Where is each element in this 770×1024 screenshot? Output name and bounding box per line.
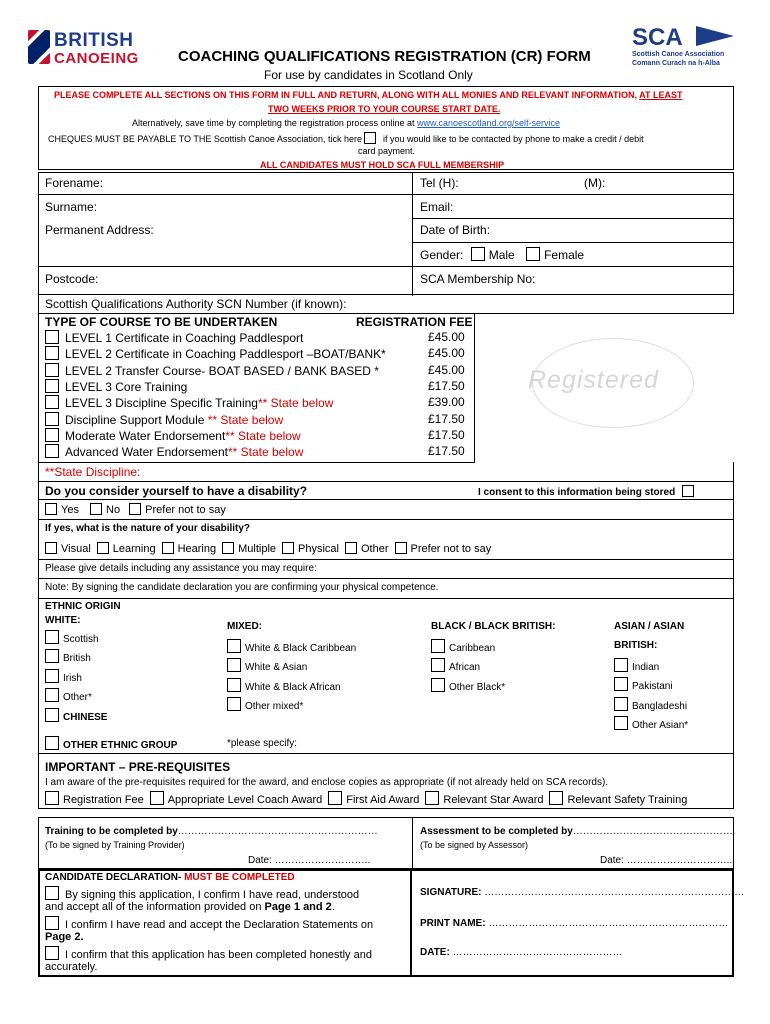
notice-line5: card payment. — [358, 146, 416, 156]
ethnic-option — [431, 678, 505, 693]
ethnic-option — [431, 639, 495, 654]
declaration-3-checkbox[interactable] — [45, 946, 59, 960]
sca-logo-text: SCA — [632, 24, 683, 51]
declaration-2-checkbox[interactable] — [45, 916, 59, 930]
declaration-3a: I confirm that this application has been completed honestly and — [45, 946, 372, 961]
registered-stamp-text: Registered — [528, 366, 659, 394]
ethnic-label: Irish — [63, 672, 82, 684]
course-fee: £45.00 — [428, 330, 465, 344]
nature-question: If yes, what is the nature of your disability? — [45, 523, 251, 534]
disability-type-checkbox[interactable] — [97, 542, 109, 554]
ethnic-checkbox[interactable] — [614, 677, 628, 691]
ethnic-option — [45, 669, 82, 684]
ethnic-label: Caribbean — [449, 643, 496, 654]
ethnic-option — [227, 697, 303, 712]
asian-header2: BRITISH: — [614, 640, 658, 651]
course-fee: £39.00 — [428, 395, 465, 410]
notice-line2: TWO WEEKS PRIOR TO YOUR COURSE START DATE. — [268, 104, 501, 114]
disability-type-label: Prefer not to say — [410, 543, 492, 555]
page-subtitle: For use by candidates in Scotland Only — [264, 68, 473, 82]
forename-label: Forename: — [45, 176, 104, 190]
discipline-label: **State Discipline: — [45, 465, 141, 479]
declaration-3b: accurately. — [45, 961, 98, 973]
course-item — [45, 412, 283, 427]
course-label: LEVEL 3 Core Training — [65, 379, 188, 394]
prereq-text: I am aware of the pre-requisites required for the award, and enclose copies as appropriate (if not already held on SCA records). — [45, 777, 609, 788]
ethnic-option — [227, 639, 356, 654]
course-fee: £17.50 — [428, 444, 465, 459]
disability-type-checkbox[interactable] — [222, 542, 234, 554]
prereq-checkbox[interactable] — [328, 791, 342, 805]
ethnic-checkbox[interactable] — [45, 669, 59, 683]
ethnic-checkbox[interactable] — [431, 639, 445, 653]
course-item — [45, 363, 379, 378]
disability-answers: Yes No Prefer not to say — [45, 503, 226, 516]
course-label: LEVEL 3 Discipline Specific Training — [65, 396, 258, 411]
physical-note: Note: By signing the candidate declaration you are confirming your physical competence. — [45, 582, 439, 593]
contact-phone-checkbox[interactable] — [364, 132, 376, 144]
discipline-box — [38, 462, 734, 482]
ethnic-label: British — [63, 653, 91, 665]
ethnic-option — [227, 658, 307, 673]
asian-header: ASIAN / ASIAN — [614, 621, 685, 632]
consent-field: I consent to this information being stored — [478, 485, 698, 498]
course-item — [45, 428, 301, 443]
ethnic-checkbox[interactable] — [45, 688, 59, 702]
assessment-date: Date: ………………………….. — [600, 855, 733, 866]
other-group-option: OTHER ETHNIC GROUP — [45, 736, 177, 751]
course-fee: £17.50 — [428, 378, 465, 393]
disability-type-checkbox[interactable] — [282, 542, 294, 554]
course-fee: £45.00 — [428, 346, 465, 361]
course-note: ** State below — [227, 445, 304, 460]
disability-type-label: Multiple — [238, 543, 277, 555]
disability-type-label: Other — [361, 543, 389, 555]
course-checkbox[interactable] — [45, 444, 59, 458]
prereq-label: First Aid Award — [346, 794, 420, 806]
declaration-header: CANDIDATE DECLARATION- MUST BE COMPLETED — [45, 872, 295, 883]
ethnic-checkbox[interactable] — [614, 658, 628, 672]
tel-h-label: Tel (H): — [420, 176, 459, 190]
prereq-checkbox[interactable] — [45, 791, 59, 805]
ethnic-header: ETHNIC ORIGIN — [45, 601, 121, 612]
other-group-checkbox[interactable] — [45, 736, 59, 750]
ethnic-label: Indian — [632, 662, 660, 673]
logo-line2: CANOEING — [54, 50, 139, 67]
course-checkbox[interactable] — [45, 379, 59, 393]
fee-header: REGISTRATION FEE — [356, 315, 473, 329]
notice-line4: CHEQUES MUST BE PAYABLE TO THE Scottish Canoe Association, tick here if you would like to be contacted by phone to make a credit / debit — [48, 134, 644, 144]
prereq-header: IMPORTANT – PRE-REQUISITES — [45, 760, 231, 774]
ethnic-checkbox[interactable] — [614, 697, 628, 711]
disability-type-checkbox[interactable] — [345, 542, 357, 554]
scn-label: Scottish Qualifications Authority SCN Number (if known): — [45, 297, 347, 311]
sca-logo — [632, 24, 744, 68]
course-checkbox[interactable] — [45, 395, 59, 409]
assessment-sub: (To be signed by Assessor) — [420, 840, 529, 850]
union-flag-icon — [28, 30, 50, 64]
mixed-header: MIXED: — [227, 621, 262, 632]
ethnic-label: Other Asian* — [632, 719, 689, 731]
membership-label: SCA Membership No: — [420, 272, 536, 286]
declaration-2b: Page 2. — [45, 931, 84, 943]
flag-icon — [696, 26, 734, 46]
notice-line3: Alternatively, save time by completing the registration process online at www.canoescotland.org/self-service — [132, 118, 561, 128]
ethnic-option — [45, 630, 99, 645]
prereq-label: Relevant Safety Training — [567, 794, 688, 806]
declaration-1a: By signing this application, I confirm I have read, understood — [45, 886, 359, 901]
course-header: TYPE OF COURSE TO BE UNDERTAKEN — [45, 315, 278, 329]
ethnic-label: Other mixed* — [245, 700, 304, 712]
ethnic-option — [614, 697, 687, 712]
training-sub: (To be signed by Training Provider) — [45, 840, 185, 850]
course-note: ** State below — [225, 428, 301, 443]
course-label: Advanced Water Endorsement — [65, 445, 228, 460]
declaration-1-checkbox[interactable] — [45, 886, 59, 900]
ethnic-option — [227, 678, 341, 693]
disability-type-label: Learning — [112, 543, 156, 555]
course-item — [45, 346, 386, 361]
course-label: LEVEL 2 Certificate in Coaching Paddlesport –BOAT/BANK* — [65, 347, 386, 362]
sca-logo-line2: Comann Curach na h-Alba — [632, 60, 720, 67]
disability-type-checkbox[interactable] — [45, 542, 57, 554]
course-item — [45, 444, 303, 459]
prereq-checkbox[interactable] — [150, 791, 164, 805]
disability-yes-checkbox[interactable] — [45, 503, 57, 515]
prereq-checkbox[interactable] — [549, 791, 563, 805]
details-label: Please give details including any assistance you may require: — [45, 563, 317, 574]
page-title: COACHING QUALIFICATIONS REGISTRATION (CR) FORM — [178, 48, 591, 65]
course-checkbox[interactable] — [45, 346, 59, 360]
postcode-label: Postcode: — [45, 272, 99, 286]
disability-types — [45, 542, 491, 555]
email-label: Email: — [420, 200, 454, 214]
ethnic-label: Other Black* — [449, 681, 506, 693]
consent-checkbox[interactable] — [682, 485, 694, 497]
course-checkbox[interactable] — [45, 330, 59, 344]
signature-line: SIGNATURE: …………………………………………………………………… — [420, 887, 745, 898]
training-date: Date: ……………………….. — [248, 855, 371, 866]
course-item — [45, 379, 187, 394]
ethnic-label: African — [449, 662, 481, 674]
ethnic-checkbox[interactable] — [227, 658, 241, 672]
address-label: Permanent Address: — [45, 223, 154, 237]
course-item — [45, 395, 333, 410]
ethnic-label: Scottish — [63, 634, 99, 645]
specify-label: *please specify: — [227, 738, 298, 749]
ethnic-option — [614, 677, 673, 692]
ethnic-checkbox[interactable] — [227, 639, 241, 653]
course-note: ** State below — [207, 412, 284, 427]
ethnic-label: White & Black African — [245, 681, 341, 693]
ethnic-option — [614, 658, 659, 673]
course-fee: £17.50 — [428, 411, 465, 426]
disability-type-label: Physical — [298, 543, 339, 555]
ethnic-checkbox[interactable] — [614, 716, 628, 730]
ethnic-label: Pakistani — [632, 681, 673, 693]
ethnic-label: White & Black Caribbean — [245, 643, 357, 654]
ethnic-option — [45, 688, 92, 703]
gender-field: Gender: Male Female — [420, 248, 585, 262]
disability-type-label: Hearing — [177, 543, 217, 555]
notice-line1: PLEASE COMPLETE ALL SECTIONS ON THIS FORM IN FULL AND RETURN, ALONG WITH ALL MONIES AND RELEVANT INFORMATION, AT LEAST — [54, 90, 683, 100]
ethnic-option — [431, 658, 480, 673]
course-checkbox[interactable] — [45, 428, 59, 442]
ethnic-option — [614, 716, 688, 731]
course-label: LEVEL 1 Certificate in Coaching Paddlesport — [65, 331, 304, 345]
prereq-label: Appropriate Level Coach Award — [167, 794, 323, 806]
course-label: Moderate Water Endorsement — [65, 428, 226, 443]
chinese-checkbox[interactable] — [45, 708, 59, 722]
female-checkbox[interactable] — [526, 247, 540, 261]
prereq-label: Relevant Star Award — [443, 794, 544, 806]
notice-line6: ALL CANDIDATES MUST HOLD SCA FULL MEMBERSHIP — [260, 160, 505, 170]
course-fee: £17.50 — [428, 427, 465, 442]
ethnic-checkbox[interactable] — [227, 678, 241, 692]
black-header: BLACK / BLACK BRITISH: — [431, 621, 556, 632]
prereq-label: Registration Fee — [63, 794, 144, 806]
disability-type-checkbox[interactable] — [162, 542, 174, 554]
ethnic-label: White & Asian — [245, 662, 308, 674]
ethnic-label: Bangladeshi — [632, 700, 688, 712]
course-checkbox[interactable] — [45, 412, 59, 426]
ethnic-checkbox[interactable] — [45, 649, 59, 663]
course-fee: £45.00 — [428, 362, 465, 377]
disability-prefer-checkbox[interactable] — [129, 503, 141, 515]
self-service-link[interactable]: www.canoescotland.org/self-service — [417, 118, 561, 128]
ethnic-checkbox[interactable] — [45, 630, 59, 644]
male-checkbox[interactable] — [471, 247, 485, 261]
disability-question: Do you consider yourself to have a disability? — [45, 484, 308, 498]
date-line: DATE: …………………………………………… — [420, 947, 623, 958]
print-name-line: PRINT NAME: ……………………………………………………………… — [420, 918, 729, 929]
ethnic-label: Other* — [63, 691, 92, 703]
training-line: Training to be completed by…………………………………………………… — [45, 826, 378, 837]
declaration-1b: and accept all of the information provided on Page 1 and 2. — [45, 901, 335, 913]
course-item — [45, 330, 303, 345]
ethnic-checkbox[interactable] — [227, 697, 241, 711]
logo-line1: BRITISH — [54, 30, 134, 51]
ethnic-checkbox[interactable] — [431, 678, 445, 692]
course-label: LEVEL 2 Transfer Course- BOAT BASED / BANK BASED * — [65, 363, 379, 378]
course-checkbox[interactable] — [45, 363, 59, 377]
prereq-items — [45, 791, 687, 806]
chinese-option: CHINESE — [45, 708, 107, 723]
surname-label: Surname: — [45, 200, 98, 214]
ethnic-checkbox[interactable] — [431, 658, 445, 672]
sca-logo-line1: Scottish Canoe Association — [632, 51, 725, 58]
disability-no-checkbox[interactable] — [90, 503, 102, 515]
assessment-line: Assessment to be completed by………………………………………… — [420, 826, 733, 837]
white-header: WHITE: — [45, 615, 81, 626]
dob-label: Date of Birth: — [420, 223, 491, 237]
british-canoeing-logo — [28, 28, 148, 68]
course-note: ** State below — [257, 396, 334, 411]
disability-type-checkbox[interactable] — [395, 542, 407, 554]
course-label: Discipline Support Module — [65, 412, 208, 427]
tel-m-label: (M): — [584, 176, 606, 190]
ethnic-option — [45, 649, 91, 664]
prereq-checkbox[interactable] — [425, 791, 439, 805]
disability-type-label: Visual — [61, 543, 91, 555]
declaration-2a: I confirm I have read and accept the Declaration Statements on — [45, 916, 373, 931]
